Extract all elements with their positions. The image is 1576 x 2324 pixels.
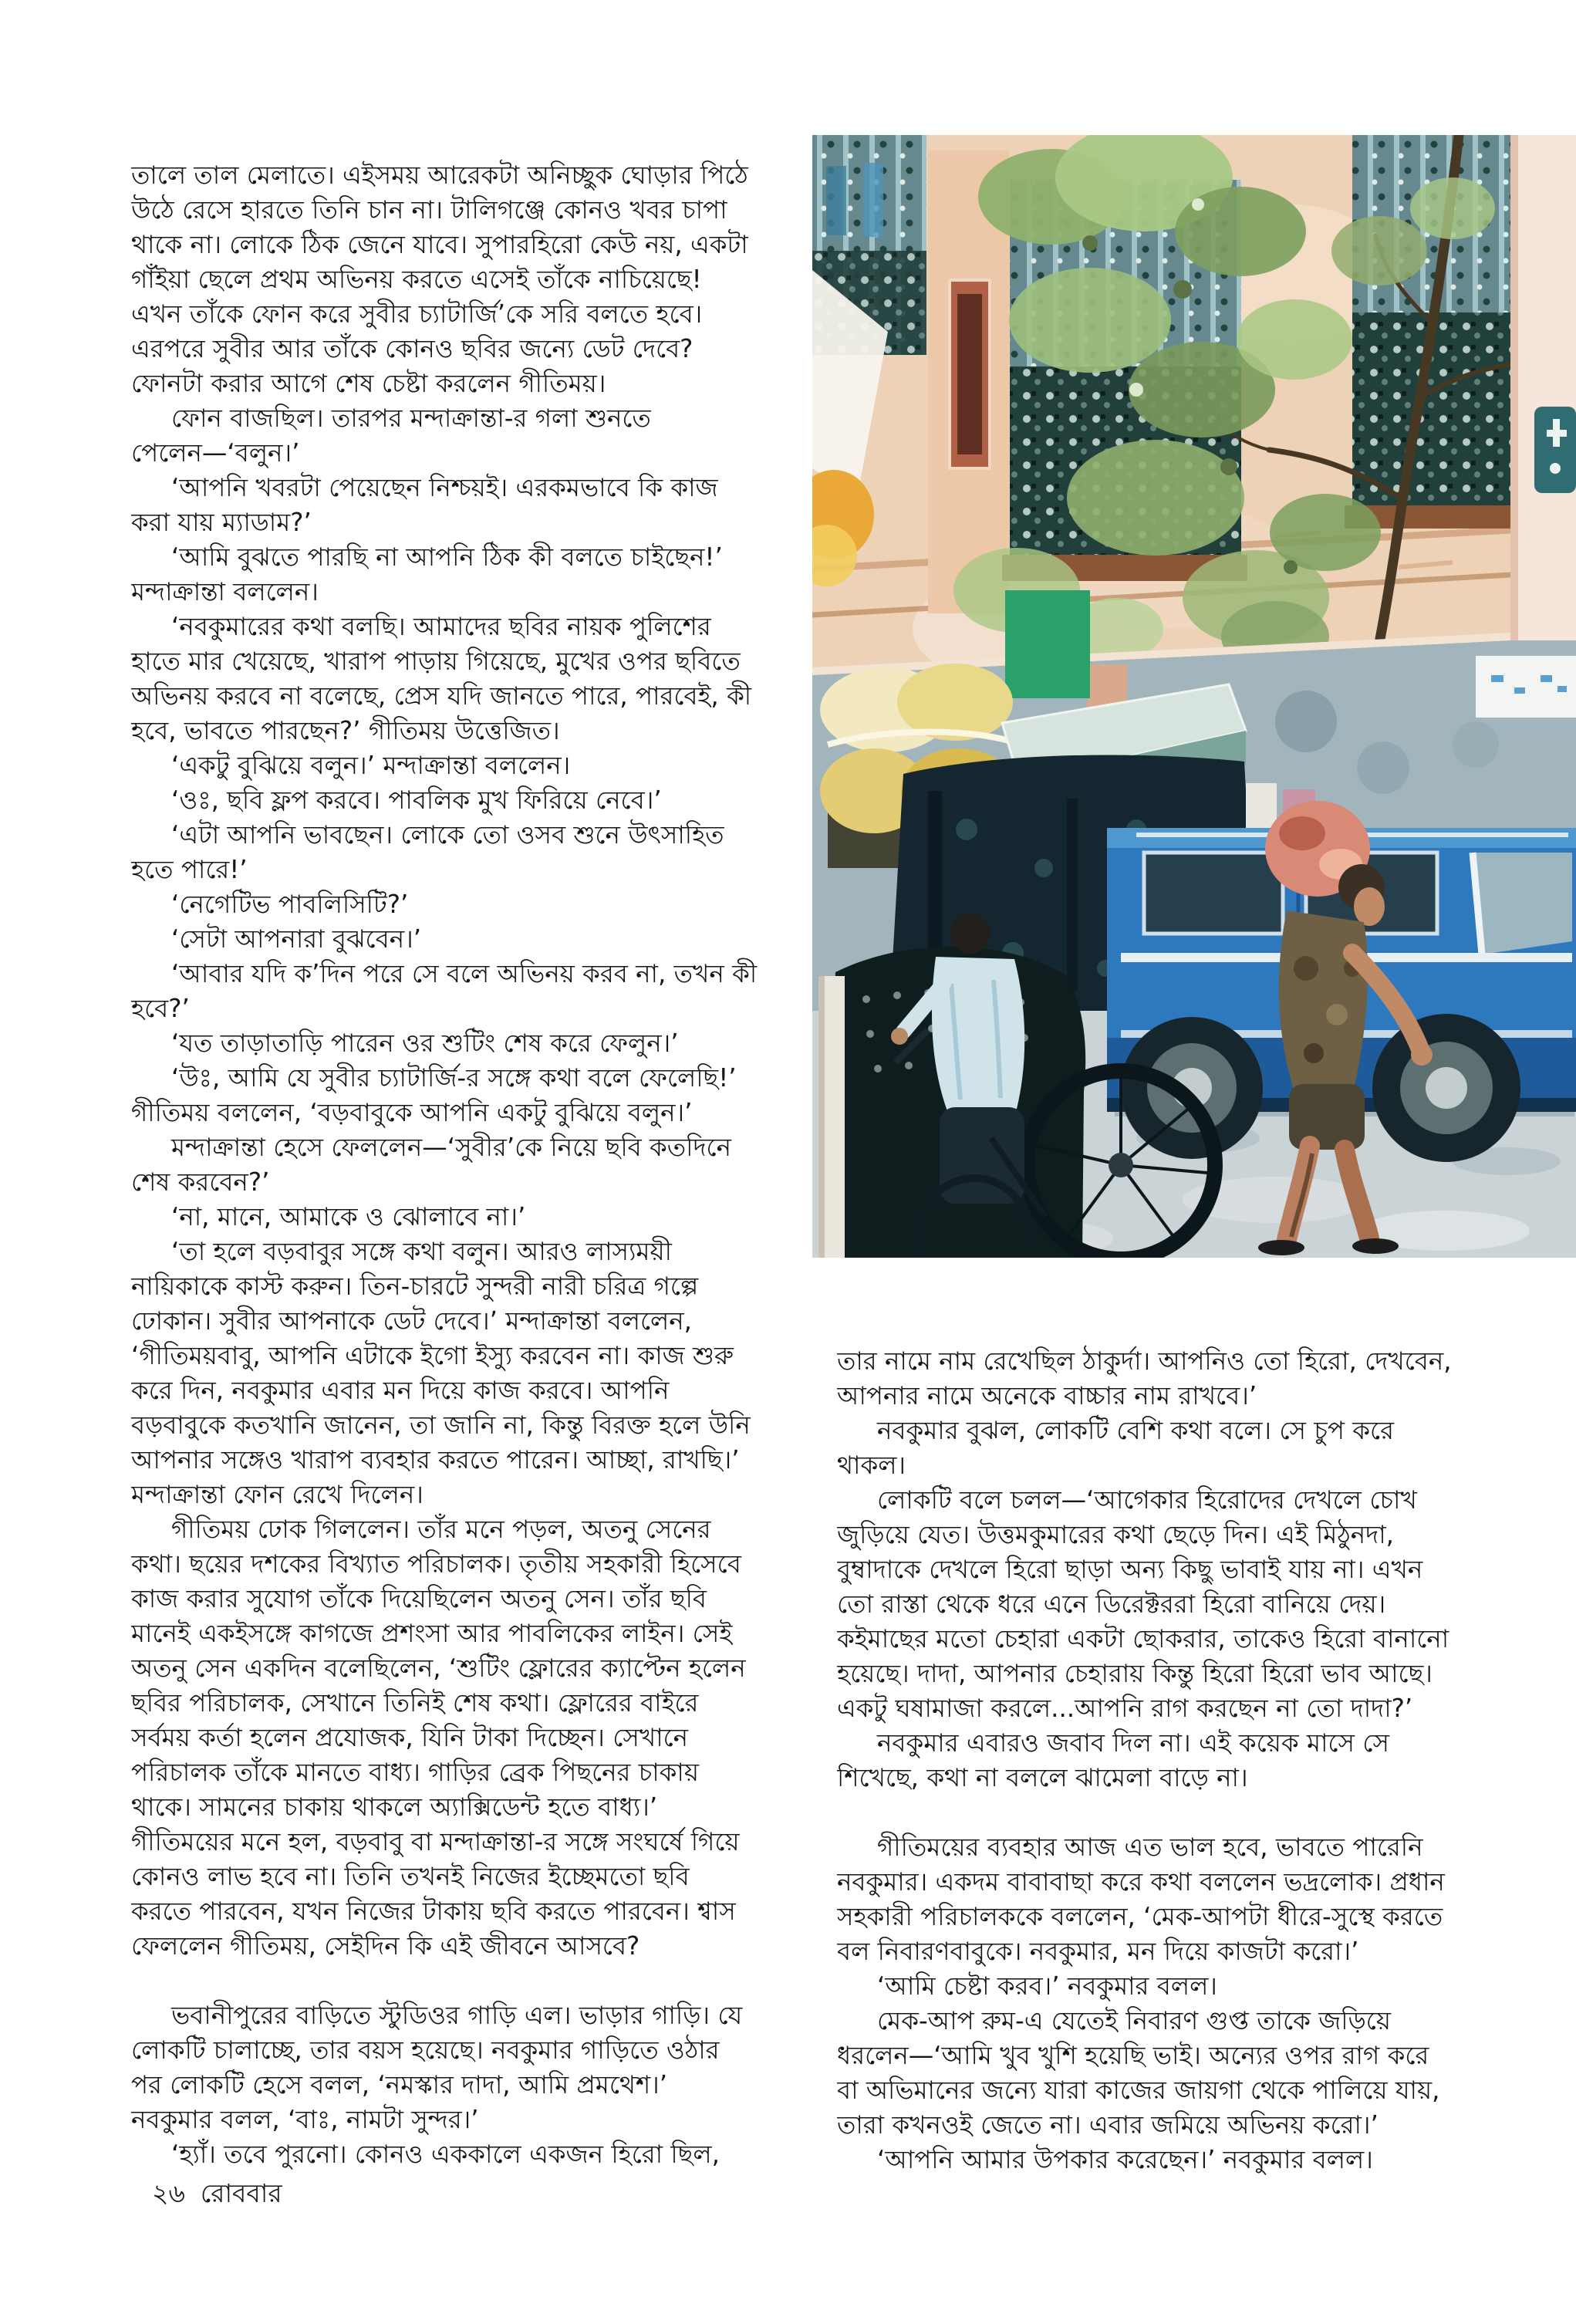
text-line: নবকুমার বুঝল, লোকটি বেশি কথা বলে। সে চুপ করে <box>877 1416 1394 1445</box>
text-line: কোনও লাভ হবে না। তিনি তখনই নিজের ইচ্ছেমতো ছবি <box>131 1862 690 1891</box>
green-doorway <box>1005 590 1090 698</box>
text-line: বুম্বাদাকে দেখলে হিরো ছাড়া অন্য কিছু ভাবাই যায় না। এখন <box>837 1555 1423 1584</box>
text-line: নায়িকাকে কাস্ট করুন। তিন-চারটে সুন্দরী নারী চরিত্র গল্পে <box>131 1272 699 1301</box>
text-line: লোকটি বলে চলল—‘আগেকার হিরোদের দেখলে চোখ <box>877 1485 1417 1515</box>
text-line: হবে, ভাবতে পারছেন?’ গীতিময় উত্তেজিত। <box>131 716 560 745</box>
text-line: তার নামে নাম রেখেছিল ঠাকুর্দা। আপনিও তো হিরো, দেখবেন, <box>837 1346 1452 1376</box>
text-line: হতে পারে!’ <box>131 855 248 884</box>
text-line: এখন তাঁকে ফোন করে সুবীর চ্যাটার্জি’কে সরি বলতে হবে। <box>131 299 703 329</box>
street-photo-svg <box>812 135 1576 1258</box>
text-line: আপনার নামে অনেকে বাচ্চার নাম রাখবে।’ <box>837 1381 1257 1410</box>
text-line: মন্দাক্রান্তা ফোন রেখে দিলেন। <box>131 1480 424 1509</box>
text-line: আপনার সঙ্গেও খারাপ ব্যবহার করতে পারেন। আচ্ছা, রাখছি।’ <box>131 1445 740 1474</box>
text-line: ‘না, মানে, আমাকে ও ঝোলাবে না।’ <box>171 1202 526 1231</box>
text-line: জুড়িয়ে যেত। উত্তমকুমারের কথা ছেড়ে দিন। এই মিঠুনদা, <box>837 1520 1394 1549</box>
text-line: করতে পারবেন, যখন নিজের টাকায় ছবি করতে পারবেন। শ্বাস <box>131 1897 736 1926</box>
text-line: ‘গীতিময়বাবু, আপনি এটাকে ইগো ইস্যু করবেন না। কাজ শুরু <box>131 1341 734 1370</box>
text-line: ফেললেন গীতিময়, সেইদিন কি এই জীবনে আসবে? <box>131 1931 640 1961</box>
text-line: শেষ করবেন?’ <box>131 1167 270 1197</box>
text-line: একটু ঘষামাজা করলে...আপনি রাগ করছেন না তো দাদা?’ <box>837 1694 1413 1723</box>
text-line: ‘আমি চেষ্টা করব।’ নবকুমার বলল। <box>877 1971 1217 2001</box>
magazine-name: রোববার <box>200 2178 282 2208</box>
right-wall-strip <box>1510 135 1576 679</box>
text-line: করা যায় ম্যাডাম?’ <box>131 508 312 537</box>
text-line: ‘নেগেটিভ পাবলিসিটি?’ <box>171 890 409 919</box>
text-line: ‘উঃ, আমি যে সুবীর চ্যাটার্জি-র সঙ্গে কথা বলে ফেলেছি!’ <box>171 1063 737 1093</box>
text-line: সর্বময় কর্তা হলেন প্রযোজক, যিনি টাকা দিচ্ছেন। সেখানে <box>131 1723 689 1752</box>
text-line: সহকারী পরিচালককে বললেন, ‘মেক-আপটা ধীরে-সুস্থে করতে <box>837 1902 1443 1931</box>
text-line: তালে তাল মেলাতে। এইসময় আরেকটা অনিচ্ছুক ঘোড়ার পিঠে <box>131 160 748 190</box>
left-text-column <box>131 158 783 2180</box>
text-line: ফোনটা করার আগে শেষ চেষ্টা করলেন গীতিময়। <box>131 369 606 398</box>
text-line: কাজ করার সুযোগ তাঁকে দিয়েছিলেন অতনু সেন। তাঁর ছবি <box>131 1584 707 1613</box>
text-line: অভিনয় করবে না বলেছে, প্রেস যদি জানতে পারে, পারবেই, কী <box>131 681 752 711</box>
van-windshield <box>1473 853 1572 954</box>
text-line: লোকটি চালাচ্ছে, তার বয়স হয়েছে। নবকুমার গাড়িতে ওঠার <box>131 2035 720 2065</box>
white-pole <box>818 976 845 1258</box>
text-line: করে দিন, নবকুমার এবার মন দিয়ে কাজ করবে। আপনি <box>131 1376 670 1405</box>
text-line: কইমাছের মতো চেহারা একটা ছোকরার, তাকেও হিরো বানানো <box>837 1624 1449 1653</box>
text-line: অতনু সেন একদিন বলেছিলেন, ‘শুটিং ফ্লোরের ক্যাপ্টেন হলেন <box>131 1653 746 1683</box>
text-line: হয়েছে। দাদা, আপনার চেহারায় কিন্তু হিরো হিরো ভাব আছে। <box>837 1659 1433 1688</box>
text-line: ধরলেন—‘আমি খুব খুশি হয়েছি ভাই। অন্যের ওপর রাগ করে <box>837 2041 1429 2070</box>
cyclist-head <box>950 914 990 954</box>
van-window-rear <box>1144 853 1283 934</box>
text-line <box>131 1964 783 1998</box>
text-line: থাকে না। লোকে ঠিক জেনে যাবে। সুপারহিরো কেউ নয়, একটা <box>131 230 748 259</box>
text-line: গীতিময়ের মনে হল, বড়বাবু বা মন্দাক্রান্তা-র সঙ্গে সংঘর্ষে গিয়ে <box>131 1827 740 1856</box>
text-line: ভবানীপুরের বাড়িতে স্টুডিওর গাড়ি এল। ভাড়ার গাড়ি। যে <box>171 2001 743 2030</box>
text-line: মন্দাক্রান্তা বললেন। <box>131 577 319 606</box>
text-line: নবকুমার বলল, ‘বাঃ, নামটা সুন্দর।’ <box>131 2105 479 2134</box>
text-line: ফোন বাজছিল। তারপর মন্দাক্রান্তা-র গলা শুনতে <box>171 404 651 433</box>
text-line: ‘আমি বুঝতে পারছি না আপনি ঠিক কী বলতে চাইছেন!’ <box>171 542 723 572</box>
text-line: গাঁইয়া ছেলে প্রথম অভিনয় করতে এসেই তাঁকে নাচিয়েছে! <box>131 265 702 294</box>
text-line: উঠে রেসে হারতে তিনি চান না। টালিগঞ্জে কোনও খবর চাপা <box>131 195 727 225</box>
text-line: নবকুমার। একদম বাবাবাছা করে কথা বললেন ভদ্রলোক। প্রধান <box>837 1867 1445 1897</box>
text-line: ‘ওঃ, ছবি ফ্লপ করবে। পাবলিক মুখ ফিরিয়ে নেবে।’ <box>171 785 662 815</box>
text-line: ছবির পরিচালক, সেখানে তিনিই শেষ কথা। ফ্লোরের বাইরে <box>131 1688 699 1718</box>
text-line: হবে?’ <box>131 994 190 1023</box>
text-line: ‘নবকুমারের কথা বলছি। আমাদের ছবির নায়ক পুলিশের <box>171 612 711 641</box>
street-photo-illustration <box>812 135 1576 1258</box>
text-line: তারা কখনওই জেতে না। এবার জমিয়ে অভিনয় করো।’ <box>837 2110 1379 2140</box>
text-line: গীতিময় বললেন, ‘বড়বাবুকে আপনি একটু বুঝিয়ে বলুন।’ <box>131 1098 693 1127</box>
right-text-column <box>837 1344 1507 2185</box>
text-line: শিখেছে, কথা না বললে ঝামেলা বাড়ে না। <box>837 1763 1248 1792</box>
text-line: পেলেন—‘বলুন।’ <box>131 438 300 468</box>
text-line: ‘আপনি আমার উপকার করেছেন।’ নবকুমার বলল। <box>877 2145 1373 2174</box>
text-line: বড়বাবুকে কতখানি জানেন, তা জানি না, কিন্তু বিরক্ত হলে উনি <box>131 1410 751 1440</box>
text-line: থাকে। সামনের চাকায় থাকলে অ্যাক্সিডেন্ট হতে বাধ্য।’ <box>131 1792 658 1822</box>
page-footer <box>152 2176 282 2211</box>
text-line: গীতিময়ের ব্যবহার আজ এত ভাল হবে, ভাবতে পারেনি <box>877 1833 1423 1862</box>
text-line: হাতে মার খেয়েছে, খারাপ পাড়ায় গিয়েছে, মুখের ওপর ছবিতে <box>131 647 741 676</box>
text-line: থাকল। <box>837 1451 906 1480</box>
text-line: কথা। ছয়ের দশকের বিখ্যাত পরিচালক। তৃতীয় সহকারী হিসেবে <box>131 1549 741 1579</box>
text-line: ‘আপনি খবরটা পেয়েছেন নিশ্চয়ই। এরকমভাবে কি কাজ <box>171 473 718 502</box>
text-line: মানেই একইসঙ্গে কাগজে প্রশংসা আর পাবলিকের লাইন। সেই <box>131 1619 733 1648</box>
text-line: ‘একটু বুঝিয়ে বলুন।’ মন্দাক্রান্তা বললেন। <box>171 751 571 780</box>
text-line: গীতিময় ঢোক গিললেন। তাঁর মনে পড়ল, অতনু সেনের <box>171 1515 711 1544</box>
text-line: নবকুমার এবারও জবাব দিল না। এই কয়েক মাসে সে <box>877 1728 1389 1758</box>
text-line: ‘তা হলে বড়বাবুর সঙ্গে কথা বলুন। আরও লাস্যময়ী <box>171 1237 672 1266</box>
text-line: ঢোকান। সুবীর আপনাকে ডেট দেবে।’ মন্দাক্রান্তা বললেন, <box>131 1306 692 1336</box>
text-line: ‘যত তাড়াতাড়ি পারেন ওর শুটিং শেষ করে ফেলুন।’ <box>171 1029 679 1058</box>
text-line: ‘হ্যাঁ। তবে পুরনো। কোনও এককালে একজন হিরো ছিল, <box>171 2140 720 2169</box>
text-line: বা অভিমানের জন্যে যারা কাজের জায়গা থেকে পালিয়ে যায়, <box>837 2076 1440 2105</box>
text-line: বল নিবারণবাবুকে। নবকুমার, মন দিয়ে কাজটা করো।’ <box>837 1937 1359 1966</box>
text-line: এরপরে সুবীর আর তাঁকে কোনও ছবির জন্যে ডেট দেবে? <box>131 334 694 363</box>
sandal <box>1352 1238 1399 1254</box>
man-shirt <box>1279 910 1368 1096</box>
text-line: ‘এটা আপনি ভাবছেন। লোকে তো ওসব শুনে উৎসাহিত <box>171 820 724 850</box>
page-number: ২৬ <box>152 2178 185 2208</box>
text-line: পরিচালক তাঁকে মানতে বাধ্য। গাড়ির ব্রেক পিছনের চাকায় <box>131 1758 699 1787</box>
text-line: মন্দাক্রান্তা হেসে ফেললেন—‘সুবীর’কে নিয়ে ছবি কতদিনে <box>171 1133 731 1162</box>
text-line <box>837 1795 1507 1830</box>
text-line: পর লোকটি হেসে বলল, ‘নমস্কার দাদা, আমি প্রমথেশ।’ <box>131 2070 668 2099</box>
text-line: ‘আবার যদি ক’দিন পরে সে বলে অভিনয় করব না, তখন কী <box>171 959 758 988</box>
man-shorts <box>1289 1084 1365 1150</box>
text-line: তো রাস্তা থেকে ধরে এনে ডিরেক্টররা হিরো বানিয়ে দেয়। <box>837 1589 1386 1619</box>
text-line: মেক-আপ রুম-এ যেতেই নিবারণ গুপ্ত তাকে জড়িয়ে <box>877 2006 1392 2035</box>
text-line: ‘সেটা আপনারা বুঝবেন।’ <box>171 924 422 954</box>
sandal <box>1258 1240 1304 1255</box>
